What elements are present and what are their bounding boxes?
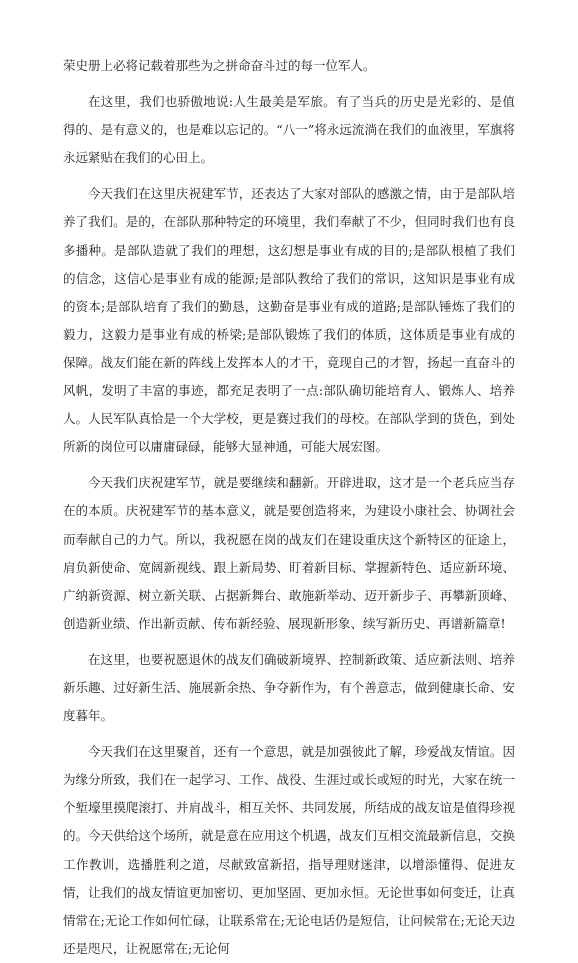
paragraph-1: 荣史册上必将记载着那些为之拼命奋斗过的每一位军人。 (63, 58, 376, 73)
paragraph-4: 今天我们庆祝建军节，就是要继续和翻新。开辟进取，这才是一个老兵应当存在的本质。庆祝建军节的基本意义，就是要创造将来，为建设小康社会、协调社会而奉献自己的力气。所以，我祝愿在岗的战友们在建设重庆这个新特区的征途上，肩负新使命、宽阔新视线、跟上新局势、盯着新目标、掌握新特色、适应新环境、广纳新资源、树立新关联、占据新舞台、敢施新举动、迈开新步子、再攀新顶峰、创造新业绩、作出新贡献、传布新经验、展现新形象、续写新历史、再谱新篇章! (63, 475, 515, 631)
paragraph-5: 在这里，也要祝愿退休的战友们确破新境界、控制新政策、适应新法则、培养新乐趣、过好新生活、施展新余热、争夺新作为，有个善意志，做到健康长命、安度暮年。 (63, 651, 515, 724)
paragraph-3: 今天我们在这里庆祝建军节，还表达了大家对部队的感激之情，由于是部队培养了我们。是的，在部队那种特定的环境里，我们奉献了不少，但同时我们也有良多播种。是部队造就了我们的理想，这幻想是事业有成的目的;是部队根植了我们的信念，这信心是事业有成的能源;是部队教给了我们的常识，这知识是事业有成的资本;是部队培育了我们的勤恳，这勤奋是事业有成的道路;是部队锤炼了我们的毅力，这毅力是事业有成的桥梁;是部队锻炼了我们的体质，这体质是事业有成的保障。战友们能在新的阵线上发挥本人的才干，竟现自己的才智，扬起一直奋斗的风帆，发明了丰富的事迹，都充足表明了一点:部队确切能培育人、锻炼人、培养人。人民军队真恰是一个大学校，更是赛过我们的母校。在部队学到的货色，到处所新的岗位可以庸庸碌碌，能够大显神通，可能大展宏图。 (63, 186, 515, 455)
paragraph-6: 今天我们在这里聚首，还有一个意思，就是加强彼此了解，珍爱战友情谊。因为缘分所致，我们在一起学习、工作、战役、生涯过或长或短的时光，大家在统一个堑壕里摸爬滚打、并肩战斗，相互关怀、共同发展，所结成的战友谊是值得珍视的。今天供给这个场所，就是意在应用这个机遇，战友们互相交流最新信息，交换工作教训，选播胜利之道，尽献致富新招，指导理财迷津，以增添懂得、促进友情，让我们的战友情谊更加密切、更加坚固、更加永恒。无论世事如何变迁，让真情常在;无论工作如何忙碌，让联系常在;无论电话仍是短信，让问候常在;无论天边还是咫尺，让祝愿常在;无论何 (63, 744, 515, 956)
paragraph-2: 在这里，我们也骄傲地说:人生最美是军旅。有了当兵的历史是光彩的、是值得的、是有意义的，也是难以忘记的。“八一”将永远流淌在我们的血液里，军旗将永远紧贴在我们的心田上。 (63, 94, 515, 166)
